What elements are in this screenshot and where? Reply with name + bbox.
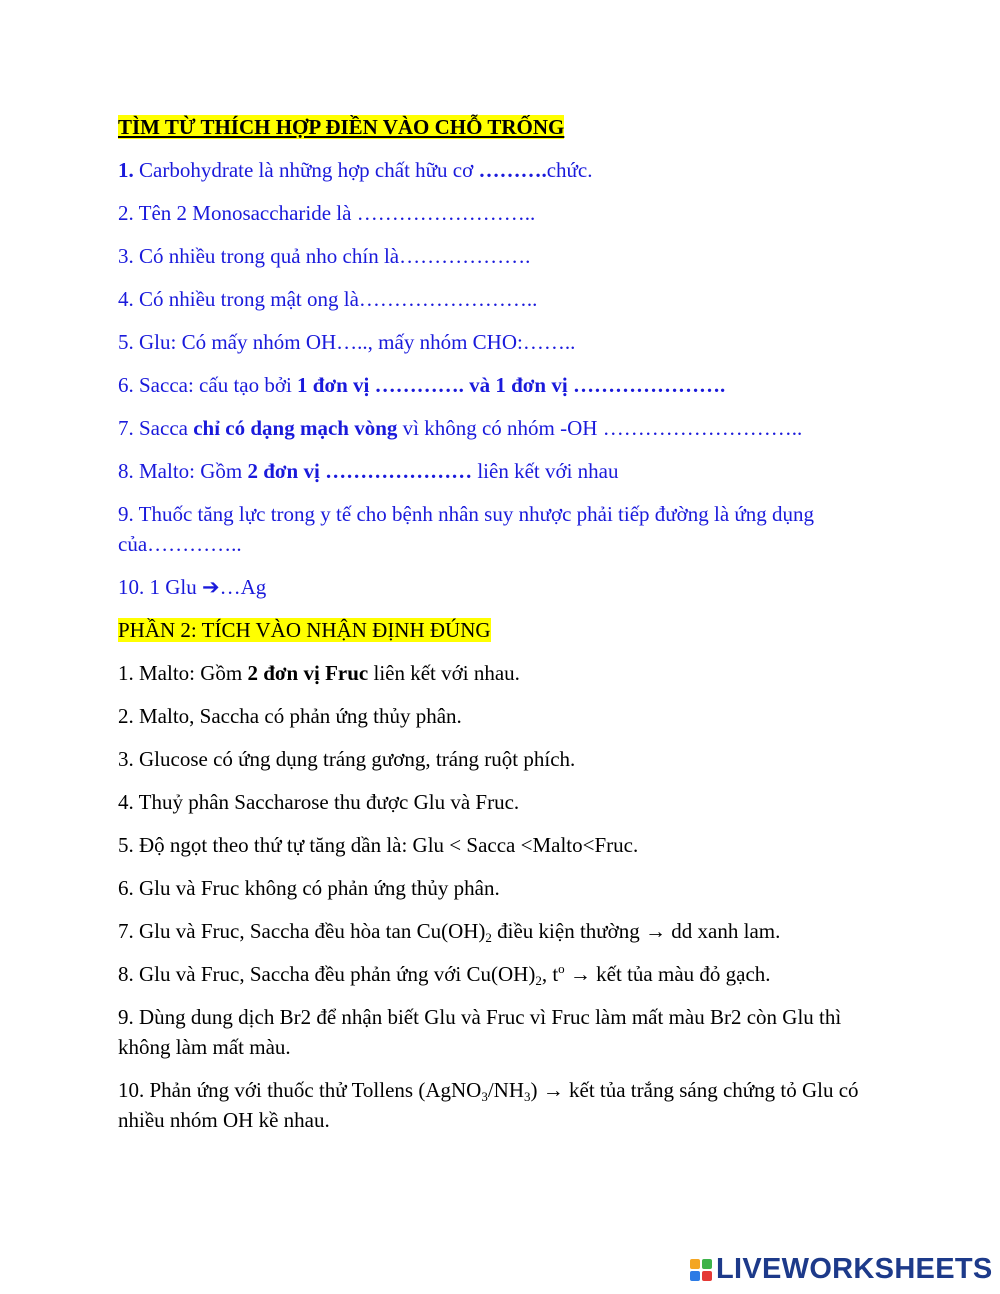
fill-item-4: 4. Có nhiều trong mật ong là…………………….. [118, 287, 538, 311]
statement-9: 9. Dùng dung dịch Br2 để nhận biết Glu và Fruc vì Fruc làm mất màu Br2 còn Glu thì không làm mất màu. [118, 1005, 842, 1059]
statement-8: 8. Glu và Fruc, Saccha đều phản ứng với $Cu(OH)_2$, $t^o$ → kết tủa màu đỏ gạch. [118, 961, 771, 988]
fill-item-8: 8. Malto: Gồm 2 đơn vị ………………… liên kết với nhau [118, 459, 619, 483]
brand-name: LIVEWORKSHEETS [716, 1253, 993, 1285]
statement-1: 1. Malto: Gồm 2 đơn vị Fruc liên kết với nhau. [118, 661, 520, 685]
arrow-right-icon: ➔ [202, 575, 220, 599]
fill-item-7: 7. Sacca chỉ có dạng mạch vòng vì không có nhóm -OH ……………………….. [118, 416, 803, 440]
statement-7: 7. Glu và Fruc, Saccha đều hòa $\tan Cu(OH)_2$ điều kiện thường → dd xanh lam. [118, 919, 781, 945]
fill-item-10: 10. 1 Glu ➔…Ag [118, 575, 267, 599]
logo-blocks-icon [690, 1259, 712, 1281]
statement-5: 5. Độ ngọt theo thứ tự tăng dần là: Glu < Sacca <Malto<Fruc. [118, 833, 639, 857]
fill-item-6: 6. Sacca: cấu tạo bởi 1 đơn vị …………. và 1 đơn vị …………………. [118, 373, 726, 397]
statement-3: 3. Glucose có ứng dụng tráng gương, tráng ruột phích. [118, 747, 576, 771]
fill-item-2: 2. Tên 2 Monosaccharide là …………………….. [118, 201, 536, 225]
statement-10: 10. Phản ứng với thuốc thử Tollens $(AgNO_3/NH_3)$ → kết tủa trắng sáng chứng tỏ Glu có nhiều nhóm OH kề nhau. [118, 1078, 859, 1132]
fill-item-3: 3. Có nhiều trong quả nho chín là………………. [118, 244, 531, 268]
section2-heading: PHẦN 2: TÍCH VÀO NHẬN ĐỊNH ĐÚNG [118, 618, 491, 642]
fill-item-5: 5. Glu: Có mấy nhóm OH….., mấy nhóm CHO:…….. [118, 330, 576, 354]
statement-2: 2. Malto, Saccha có phản ứng thủy phân. [118, 704, 462, 728]
section1-heading: TÌM TỪ THÍCH HỢP ĐIỀN VÀO CHỖ TRỐNG [118, 115, 565, 139]
worksheet-page [118, 112, 898, 1148]
statement-4: 4. Thuỷ phân Saccharose thu được Glu và Fruc. [118, 790, 520, 814]
fill-item-1: 1. Carbohydrate là những hợp chất hữu cơ ……….chức. [118, 158, 593, 182]
statement-6: 6. Glu và Fruc không có phản ứng thủy phân. [118, 876, 500, 900]
liveworksheets-logo [690, 1253, 993, 1286]
fill-item-9: 9. Thuốc tăng lực trong y tế cho bệnh nhân suy nhược phải tiếp đường là ứng dụng của………….. [118, 502, 815, 556]
